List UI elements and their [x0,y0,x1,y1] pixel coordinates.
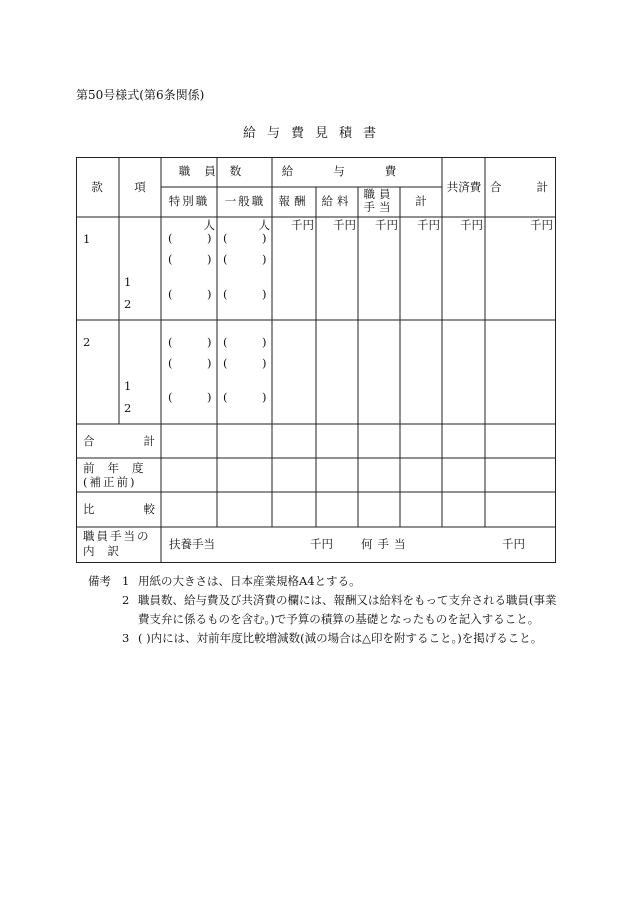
breakdown-other-allowance: 何手当 [361,537,411,551]
note-number: 1 [122,574,130,588]
paren-open: ( [168,390,173,404]
section-2-kou-2: 2 [124,401,132,415]
header-allowance-line1: 職員 [363,187,395,201]
unit-subtotal: 千円 [417,218,440,232]
header-kan: 款 [91,180,103,194]
document-title: 給与費見積書 [242,126,387,141]
breakdown-unit-1: 千円 [310,537,333,551]
header-staff-count: 職員数 [178,164,256,178]
unit-grand-total: 千円 [530,218,553,232]
unit-person-general: 人 [258,218,270,232]
unit-person-special: 人 [203,218,215,232]
section-1-kan: 1 [83,232,91,246]
row-prev-year-label: 前年度 [83,461,157,475]
paren-open: ( [223,252,228,266]
section-1-kou-2: 2 [124,297,132,311]
note-text: 職員数、給与費及び共済費の欄には、報酬又は給料をもって支弁される職員(事業費支弁に係るものを含む。)で予算の積算の基礎となったものを記入すること。 [138,593,557,626]
header-salary: 給料 [321,194,353,208]
section-2-kou-1: 1 [124,379,132,393]
paren-close: ) [262,335,267,349]
paren-close: ) [262,390,267,404]
paren-open: ( [168,356,173,370]
paren-open: ( [168,335,173,349]
row-prev-year-sublabel: (補正前) [83,475,137,489]
note-item [88,629,558,648]
paren-open: ( [168,252,173,266]
header-special-staff: 特別職 [168,194,210,208]
paren-close: ) [262,252,267,266]
section-1-kou-1: 1 [124,275,132,289]
paren-open: ( [223,335,228,349]
section-2-kan: 2 [83,335,91,349]
row-breakdown-sublabel: 内訳 [83,544,132,558]
header-salary-cost: 給与費 [281,164,437,178]
paren-open: ( [223,287,228,301]
budget-table [76,157,556,563]
breakdown-unit-2: 千円 [502,537,525,551]
paren-close: ) [262,287,267,301]
unit-salary: 千円 [333,218,356,232]
paren-close: ) [207,390,212,404]
header-allowance-line2: 手当 [363,200,395,214]
breakdown-dependent-allowance: 扶養手当 [169,537,215,551]
paren-close: ) [207,356,212,370]
unit-mutual-aid: 千円 [460,218,483,232]
header-grand-total: 合 計 [490,180,548,194]
form-number-label: 第50号様式(第6条関係) [76,88,205,102]
notes-section [88,572,558,648]
header-kou: 項 [134,180,146,194]
paren-close: ) [207,287,212,301]
note-number: 2 [122,593,130,607]
paren-close: ) [262,231,267,245]
header-mutual-aid: 共済費 [446,180,482,194]
note-number: 3 [122,631,130,645]
paren-close: ) [207,252,212,266]
unit-remuneration: 千円 [291,218,314,232]
row-breakdown-label: 職員手当の [83,529,151,543]
notes-label: 備考 [88,574,111,588]
header-subtotal: 計 [415,194,427,208]
paren-open: ( [223,390,228,404]
note-text: 用紙の大きさは、日本産業規格A4とする。 [138,574,361,588]
note-item [88,591,558,629]
paren-close: ) [207,335,212,349]
paren-open: ( [223,356,228,370]
header-remuneration: 報酬 [278,194,310,208]
unit-allowance: 千円 [375,218,398,232]
note-text: ( )内には、対前年度比較増減数(減の場合は△印を附すること。)を掲げること。 [138,631,543,645]
paren-close: ) [207,231,212,245]
paren-open: ( [223,231,228,245]
row-total-label: 合 計 [83,434,155,448]
note-item [88,572,558,591]
paren-open: ( [168,231,173,245]
header-general-staff: 一般職 [224,194,266,208]
row-compare-label: 比 較 [83,502,155,516]
paren-open: ( [168,287,173,301]
paren-close: ) [262,356,267,370]
